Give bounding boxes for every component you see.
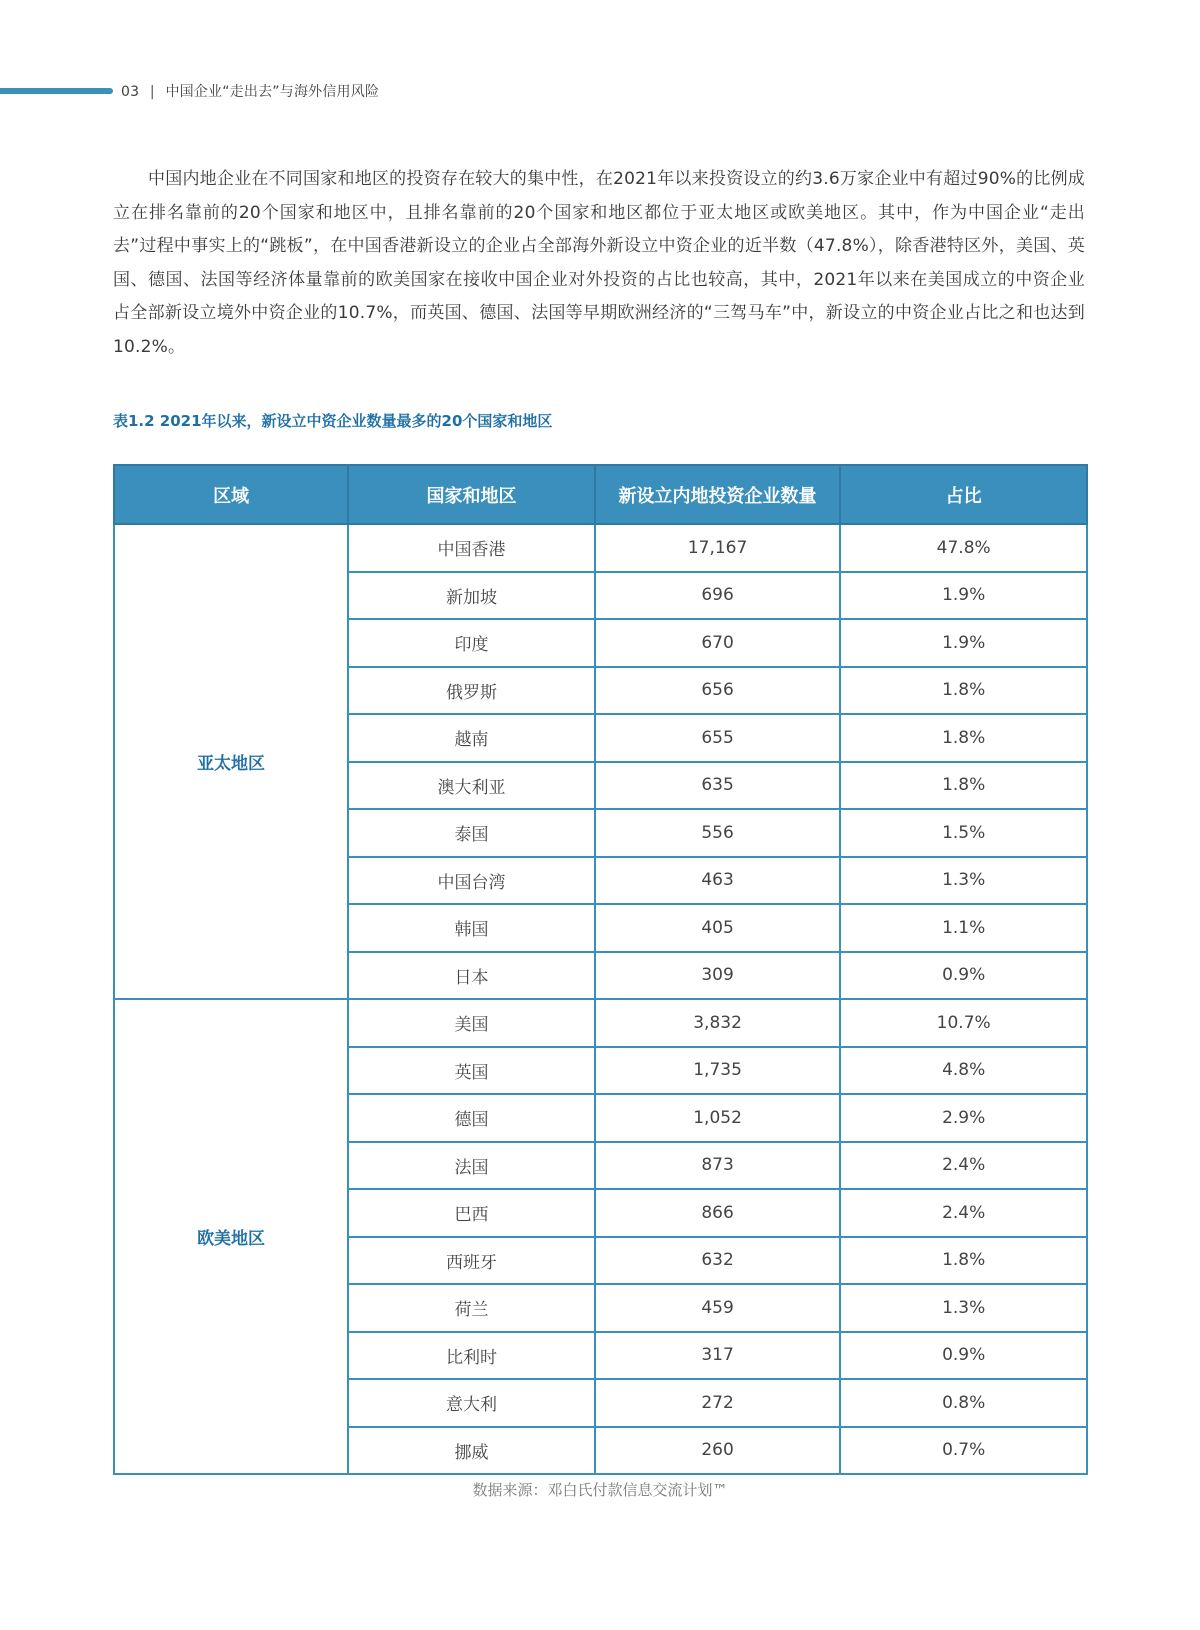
share-cell: 1.5% xyxy=(840,809,1087,857)
count-cell: 655 xyxy=(595,714,841,762)
count-cell: 3,832 xyxy=(595,999,841,1047)
count-cell: 696 xyxy=(595,572,841,620)
country-cell: 比利时 xyxy=(348,1332,595,1380)
share-cell: 2.9% xyxy=(840,1094,1087,1142)
share-cell: 0.7% xyxy=(840,1427,1087,1475)
page-number: 03 xyxy=(121,84,140,100)
table-caption: 表1.2 2021年以来，新设立中资企业数量最多的20个国家和地区 xyxy=(113,412,553,430)
table-row xyxy=(114,524,1087,572)
country-cell: 法国 xyxy=(348,1142,595,1190)
body-paragraph: 中国内地企业在不同国家和地区的投资存在较大的集中性，在2021年以来投资设立的约3.6万家企业中有超过90%的比例成立在排名靠前的20个国家和地区中，且排名靠前的20个国家和地区都位于亚太地区或欧美地区。其中，作为中国企业“走出去”过程中事实上的“跳板”，在中国香港新设立的企业占全部海外新设立中资企业的近半数（47.8%），除香港特区外，美国、英国、德国、法国等经济体量靠前的欧美国家在接收中国企业对外投资的占比也较高，其中，2021年以来在美国成立的中资企业占全部新设立境外中资企业的10.7%，而英国、德国、法国等早期欧洲经济的“三驾马车”中，新设立的中资企业占比之和也达到10.2%。 xyxy=(113,169,1085,357)
count-cell: 635 xyxy=(595,762,841,810)
share-cell: 1.1% xyxy=(840,904,1087,952)
count-cell: 459 xyxy=(595,1284,841,1332)
count-cell: 656 xyxy=(595,667,841,715)
region-cell: 亚太地区 xyxy=(114,524,348,999)
share-cell: 47.8% xyxy=(840,524,1087,572)
share-cell: 1.9% xyxy=(840,572,1087,620)
header-separator: | xyxy=(149,84,155,100)
country-cell: 巴西 xyxy=(348,1189,595,1237)
count-cell: 556 xyxy=(595,809,841,857)
table-row xyxy=(114,999,1087,1047)
header-share: 占比 xyxy=(840,465,1087,524)
header-region: 区域 xyxy=(114,465,348,524)
share-cell: 1.8% xyxy=(840,1237,1087,1285)
country-cell: 印度 xyxy=(348,619,595,667)
share-cell: 0.9% xyxy=(840,952,1087,1000)
share-cell: 1.9% xyxy=(840,619,1087,667)
count-cell: 317 xyxy=(595,1332,841,1380)
country-cell: 澳大利亚 xyxy=(348,762,595,810)
country-cell: 美国 xyxy=(348,999,595,1047)
country-cell: 泰国 xyxy=(348,809,595,857)
count-cell: 1,052 xyxy=(595,1094,841,1142)
country-cell: 新加坡 xyxy=(348,572,595,620)
region-cell: 欧美地区 xyxy=(114,999,348,1474)
data-source-note: 数据来源：邓白氏付款信息交流计划™ xyxy=(472,1481,728,1499)
country-cell: 越南 xyxy=(348,714,595,762)
count-cell: 1,735 xyxy=(595,1047,841,1095)
share-cell: 0.8% xyxy=(840,1379,1087,1427)
share-cell: 2.4% xyxy=(840,1142,1087,1190)
share-cell: 4.8% xyxy=(840,1047,1087,1095)
section-title: 中国企业“走出去”与海外信用风险 xyxy=(165,84,380,100)
count-cell: 632 xyxy=(595,1237,841,1285)
country-cell: 挪威 xyxy=(348,1427,595,1475)
count-cell: 866 xyxy=(595,1189,841,1237)
count-cell: 670 xyxy=(595,619,841,667)
country-cell: 韩国 xyxy=(348,904,595,952)
country-cell: 中国香港 xyxy=(348,524,595,572)
count-cell: 272 xyxy=(595,1379,841,1427)
investment-table xyxy=(113,464,1088,1475)
header-accent-bar xyxy=(0,88,113,94)
country-cell: 日本 xyxy=(348,952,595,1000)
table-header-row xyxy=(114,465,1087,524)
running-header xyxy=(121,81,379,101)
country-cell: 中国台湾 xyxy=(348,857,595,905)
country-cell: 荷兰 xyxy=(348,1284,595,1332)
header-count: 新设立内地投资企业数量 xyxy=(595,465,841,524)
share-cell: 1.3% xyxy=(840,1284,1087,1332)
share-cell: 0.9% xyxy=(840,1332,1087,1380)
country-cell: 德国 xyxy=(348,1094,595,1142)
share-cell: 1.8% xyxy=(840,714,1087,762)
country-cell: 英国 xyxy=(348,1047,595,1095)
count-cell: 873 xyxy=(595,1142,841,1190)
count-cell: 260 xyxy=(595,1427,841,1475)
country-cell: 意大利 xyxy=(348,1379,595,1427)
header-country: 国家和地区 xyxy=(348,465,595,524)
count-cell: 405 xyxy=(595,904,841,952)
share-cell: 10.7% xyxy=(840,999,1087,1047)
share-cell: 1.8% xyxy=(840,762,1087,810)
share-cell: 1.8% xyxy=(840,667,1087,715)
count-cell: 17,167 xyxy=(595,524,841,572)
count-cell: 463 xyxy=(595,857,841,905)
country-cell: 西班牙 xyxy=(348,1237,595,1285)
share-cell: 1.3% xyxy=(840,857,1087,905)
country-cell: 俄罗斯 xyxy=(348,667,595,715)
share-cell: 2.4% xyxy=(840,1189,1087,1237)
count-cell: 309 xyxy=(595,952,841,1000)
